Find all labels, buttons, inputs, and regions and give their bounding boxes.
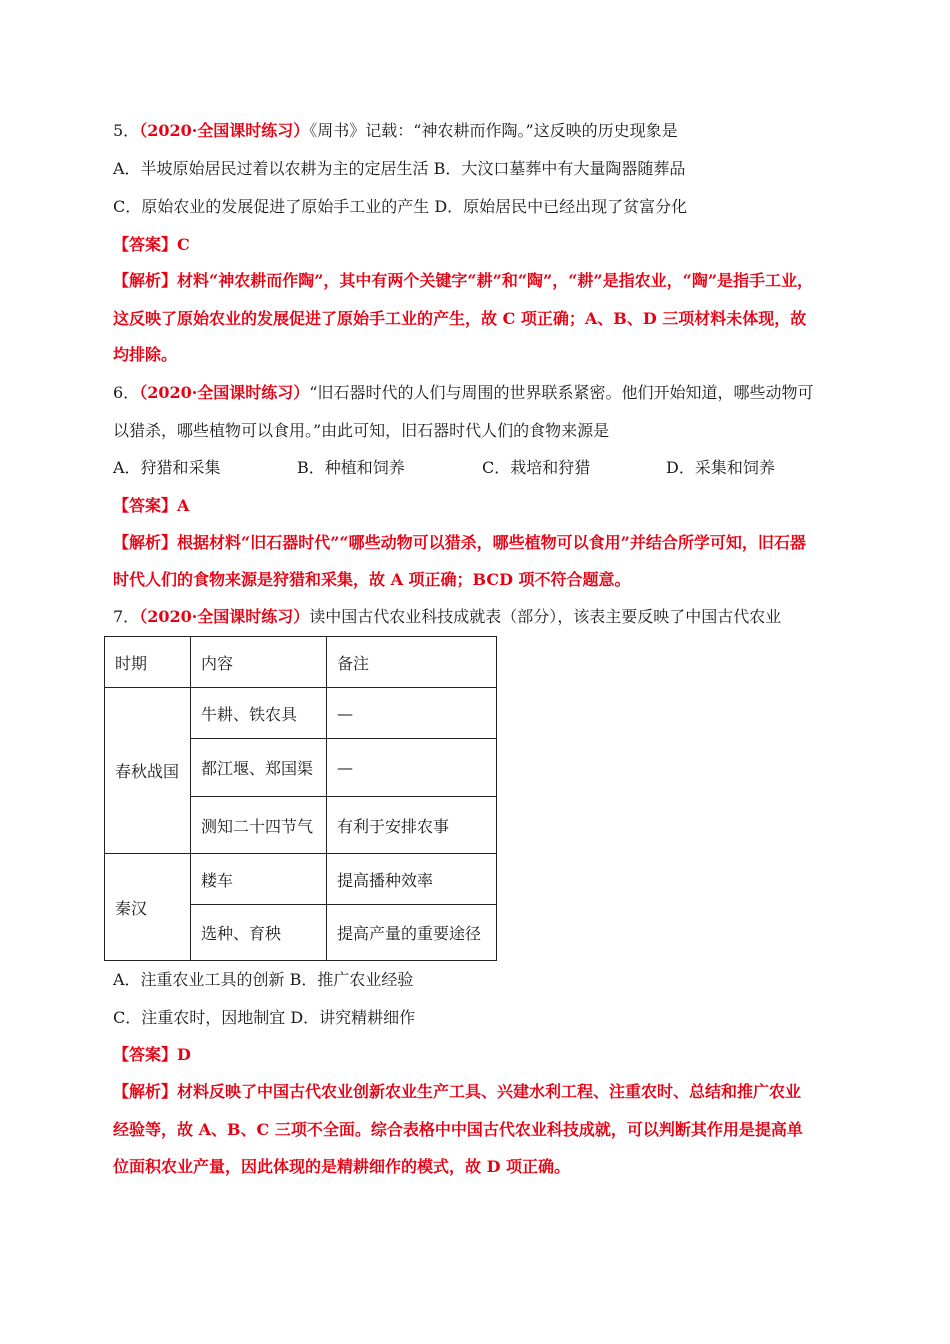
q6-analysis-line-1: 【解析】根据材料“旧石器时代”“哪些动物可以猎杀，哪些植物可以食用”并结合所学可知，旧石器 [113,533,806,552]
q7-source: （2020·全国课时练习） [139,607,310,626]
table-note-cell: 有利于安排农事 [327,797,497,854]
q5-analysis-line-1: 【解析】材料“神农耕而作陶”，其中有两个关键字“耕”和“陶”，“耕”是指农业，“陶”是指手工业， [113,271,814,290]
q7-stem [113,607,853,627]
q5-answer: 【答案】C [113,235,190,254]
q6-source: （2020·全国课时练习） [139,383,310,402]
table-period-cell: 秦汉 [105,854,191,961]
table-content-cell: 都江堰、郑国渠 [191,739,327,797]
q7-analysis-line-1: 【解析】材料反映了中国古代农业创新农业生产工具、兴建水利工程、注重农时、总结和推广农业 [113,1082,802,1101]
q5-analysis-line-3: 均排除。 [113,345,178,364]
q5-stem [113,121,853,141]
q7-answer: 【答案】D [113,1045,191,1064]
q6-stem-line-2: 以猎杀，哪些植物可以食用。”由此可知，旧石器时代人们的食物来源是 [113,421,610,440]
q6-number: 6． [113,383,140,402]
table-header-note: 备注 [327,637,497,688]
q6-options [113,458,853,478]
q5-options-line-2: C．原始农业的发展促进了原始手工业的产生 D．原始居民中已经出现了贫富分化 [113,197,688,216]
table-header-content: 内容 [191,637,327,688]
q6-option-b: B．种植和饲养 [297,458,405,477]
table-row [105,854,497,905]
q6-stem-line-1 [113,383,853,403]
q6-answer: 【答案】A [113,496,190,515]
table-content-cell: 牛耕、铁农具 [191,688,327,739]
agri-achievements-table [104,636,497,961]
table-header-period: 时期 [105,637,191,688]
table-content-cell: 选种、育秧 [191,905,327,961]
q7-analysis-line-2: 经验等，故 A、B、C 三项不全面。综合表格中中国古代农业科技成就，可以判断其作用是提高单 [113,1120,803,1139]
table-content-cell: 测知二十四节气 [191,797,327,854]
q6-option-a: A．狩猎和采集 [113,458,221,477]
table-period-cell: 春秋战国 [105,688,191,854]
q6-analysis-line-2: 时代人们的食物来源是狩猎和采集，故 A 项正确；BCD 项不符合题意。 [113,570,631,589]
q5-source: （2020·全国课时练习） [139,121,310,140]
table-note-cell: 提高产量的重要途径 [327,905,497,961]
q7-options-line-1: A．注重农业工具的创新 B．推广农业经验 [113,970,414,989]
q5-number: 5． [113,121,140,140]
table-header-row [105,637,497,688]
q7-number: 7． [113,607,140,626]
q6-stem-text-1: “旧石器时代的人们与周围的世界联系紧密。他们开始知道，哪些动物可 [309,383,814,402]
q7-options-line-2: C．注重农时，因地制宜 D．讲究精耕细作 [113,1008,416,1027]
q6-option-d: D．采集和饲养 [666,458,775,477]
table-note-cell: — [327,688,497,739]
q6-option-c: C．栽培和狩猎 [482,458,591,477]
q5-options-line-1: A．半坡原始居民过着以农耕为主的定居生活 B．大汶口墓葬中有大量陶器随葬品 [113,159,686,178]
q5-stem-text: 《周书》记载：“神农耕而作陶。”这反映的历史现象是 [309,121,678,140]
q7-stem-text: 读中国古代农业科技成就表（部分），该表主要反映了中国古代农业 [309,607,782,626]
q7-analysis-line-3: 位面积农业产量，因此体现的是精耕细作的模式，故 D 项正确。 [113,1157,571,1176]
table-content-cell: 耧车 [191,854,327,905]
table-note-cell: 提高播种效率 [327,854,497,905]
table-note-cell: — [327,739,497,797]
q5-analysis-line-2: 这反映了原始农业的发展促进了原始手工业的产生，故 C 项正确；A、B、D 三项材料未体现，故 [113,309,807,328]
table-row [105,688,497,739]
